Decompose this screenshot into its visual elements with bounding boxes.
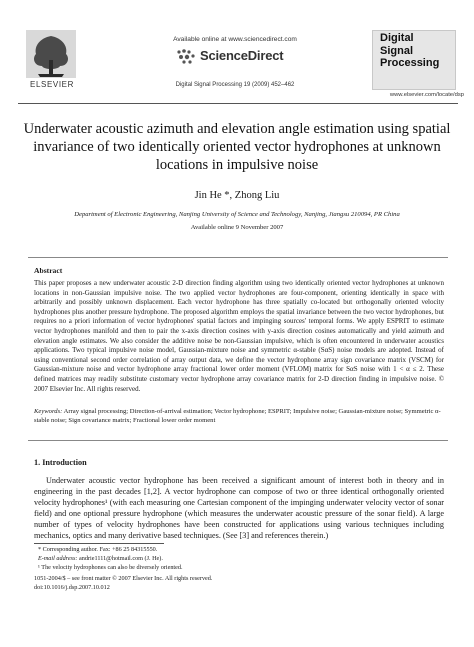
journal-reference: Digital Signal Processing 19 (2009) 452–462 bbox=[175, 82, 295, 88]
keywords-label: Keywords: bbox=[34, 408, 63, 415]
sciencedirect-wordmark: ScienceDirect bbox=[200, 48, 284, 63]
journal-title-line: Signal bbox=[380, 44, 414, 57]
keywords-list: Array signal processing; Direction-of-arrival estimation; Vector hydrophone; ESPRIT; Impulsive noise; Gaussian-mixture noise; Symmetric α-stable noise; Sign covariance matrix; Fractional lower order moment bbox=[34, 408, 441, 425]
article-authors: Jin He *, Zhong Liu bbox=[194, 190, 280, 201]
footnote-corresponding-author: * Corresponding author. Fax: +86 25 84315550. bbox=[38, 546, 158, 553]
abstract-text bbox=[34, 279, 444, 394]
sciencedirect-logo bbox=[176, 46, 316, 66]
publisher-name: ELSEVIER bbox=[30, 80, 74, 89]
journal-title bbox=[380, 32, 450, 70]
journal-url[interactable]: www.elsevier.com/locate/dsp bbox=[389, 92, 464, 98]
footnote-divider bbox=[34, 543, 164, 544]
article-title: Underwater acoustic azimuth and elevation angle estimation using spatial invariance of two identically oriented vector hydrophones at unknown locations in impulsive noise bbox=[23, 121, 451, 173]
journal-header bbox=[0, 0, 474, 108]
abstract-top-divider bbox=[28, 257, 448, 258]
header-divider bbox=[18, 103, 458, 104]
abstract-bottom-divider bbox=[28, 440, 448, 441]
footnote-email bbox=[34, 555, 444, 564]
available-online-date: Available online 9 November 2007 bbox=[190, 224, 284, 231]
author-affiliation: Department of Electronic Engineering, Nanjing University of Science and Technology, Nanjing, Jiangsu 210094, PR China bbox=[74, 211, 400, 218]
journal-title-line: Digital bbox=[380, 32, 414, 44]
keywords bbox=[34, 407, 444, 426]
journal-title-line: Processing bbox=[380, 57, 440, 69]
introduction-paragraph: Underwater acoustic vector hydrophone has been received a significant amount of interest both in theory and in engineering in the past decades [1,2]. A vector hydrophone can compose of two or three identical orthogonally oriented velocity hydrophones¹ (with each measuring one Cartesian component of the impinging underwater velocity vector of sonar field) and one optional pressure hydrophone (which measures the underwater acoustic pressure of the sonar field). A large number of types of velocity hydrophones have been constructed for applications using various techniques including mechanics, optics and many derivative based techniques. (See [3] and references therein.) bbox=[34, 476, 444, 540]
footnote-1: ¹ The velocity hydrophones can also be diversely oriented. bbox=[38, 563, 183, 571]
footnotes bbox=[34, 546, 444, 572]
available-online-text: Available online at www.sciencedirect.com bbox=[173, 36, 297, 43]
doi-line[interactable]: doi:10.1016/j.dsp.2007.10.012 bbox=[34, 583, 110, 591]
issn-line: 1051-2004/$ – see front matter © 2007 Elsevier Inc. All rights reserved. bbox=[34, 575, 213, 582]
email-address[interactable]: andrie1111@hotmail.com (J. He). bbox=[79, 554, 163, 562]
abstract-copyright: © 2007 Elsevier Inc. All rights reserved. bbox=[34, 374, 445, 393]
abstract-heading: Abstract bbox=[34, 266, 63, 275]
section-heading-introduction: 1. Introduction bbox=[34, 458, 87, 467]
sciencedirect-dots-icon bbox=[176, 48, 198, 64]
front-matter bbox=[34, 575, 444, 592]
abstract-body: This paper proposes a new underwater acoustic 2-D direction finding algorithm using two identically oriented vector hydrophones at unknown locations in non-Gaussian impulsive noise. The two applied vector hydrophones are four-component, orienting identically in space with arbitrarily and possibly unknown displacement. Each vector hydrophone has three spatially co-located but orthogonally oriented velocity hydrophones plus another pressure hydrophone. The proposed algorithm employs the spatial invariance between the two vector hydrophones, but requires no a priori information of vector hydrophones' spatial factors and impinging sources' temporal forms. We apply ESPRIT to estimate vector hydrophones manifold and then to pair the x-axis direction cosines with y-axis direction cosines automatically and yield azimuth and elevation angle estimates. We also consider the additive noise be non-Gaussian impulsive, which is often encountered in underwater acoustics applications. Two typical impulsive noise model, Gaussian-mixture noise and symmetric α-stable (SαS) noise models are adopted. Instead of using conventional second order correlation of array output data, we define the vector hydrophone array sign covariance matrix (VSCM) for Gaussian-mixture noise and vector hydrophone array fractional lower order moment (VFLOM) matrix for SαS noise with 1 < α ≤ 2. These defined matrices may readily substitute customary vector hydrophone array covariance matrix for 2-D direction finding in impulsive noise. bbox=[34, 279, 444, 383]
email-label: E-mail address: bbox=[38, 554, 78, 562]
